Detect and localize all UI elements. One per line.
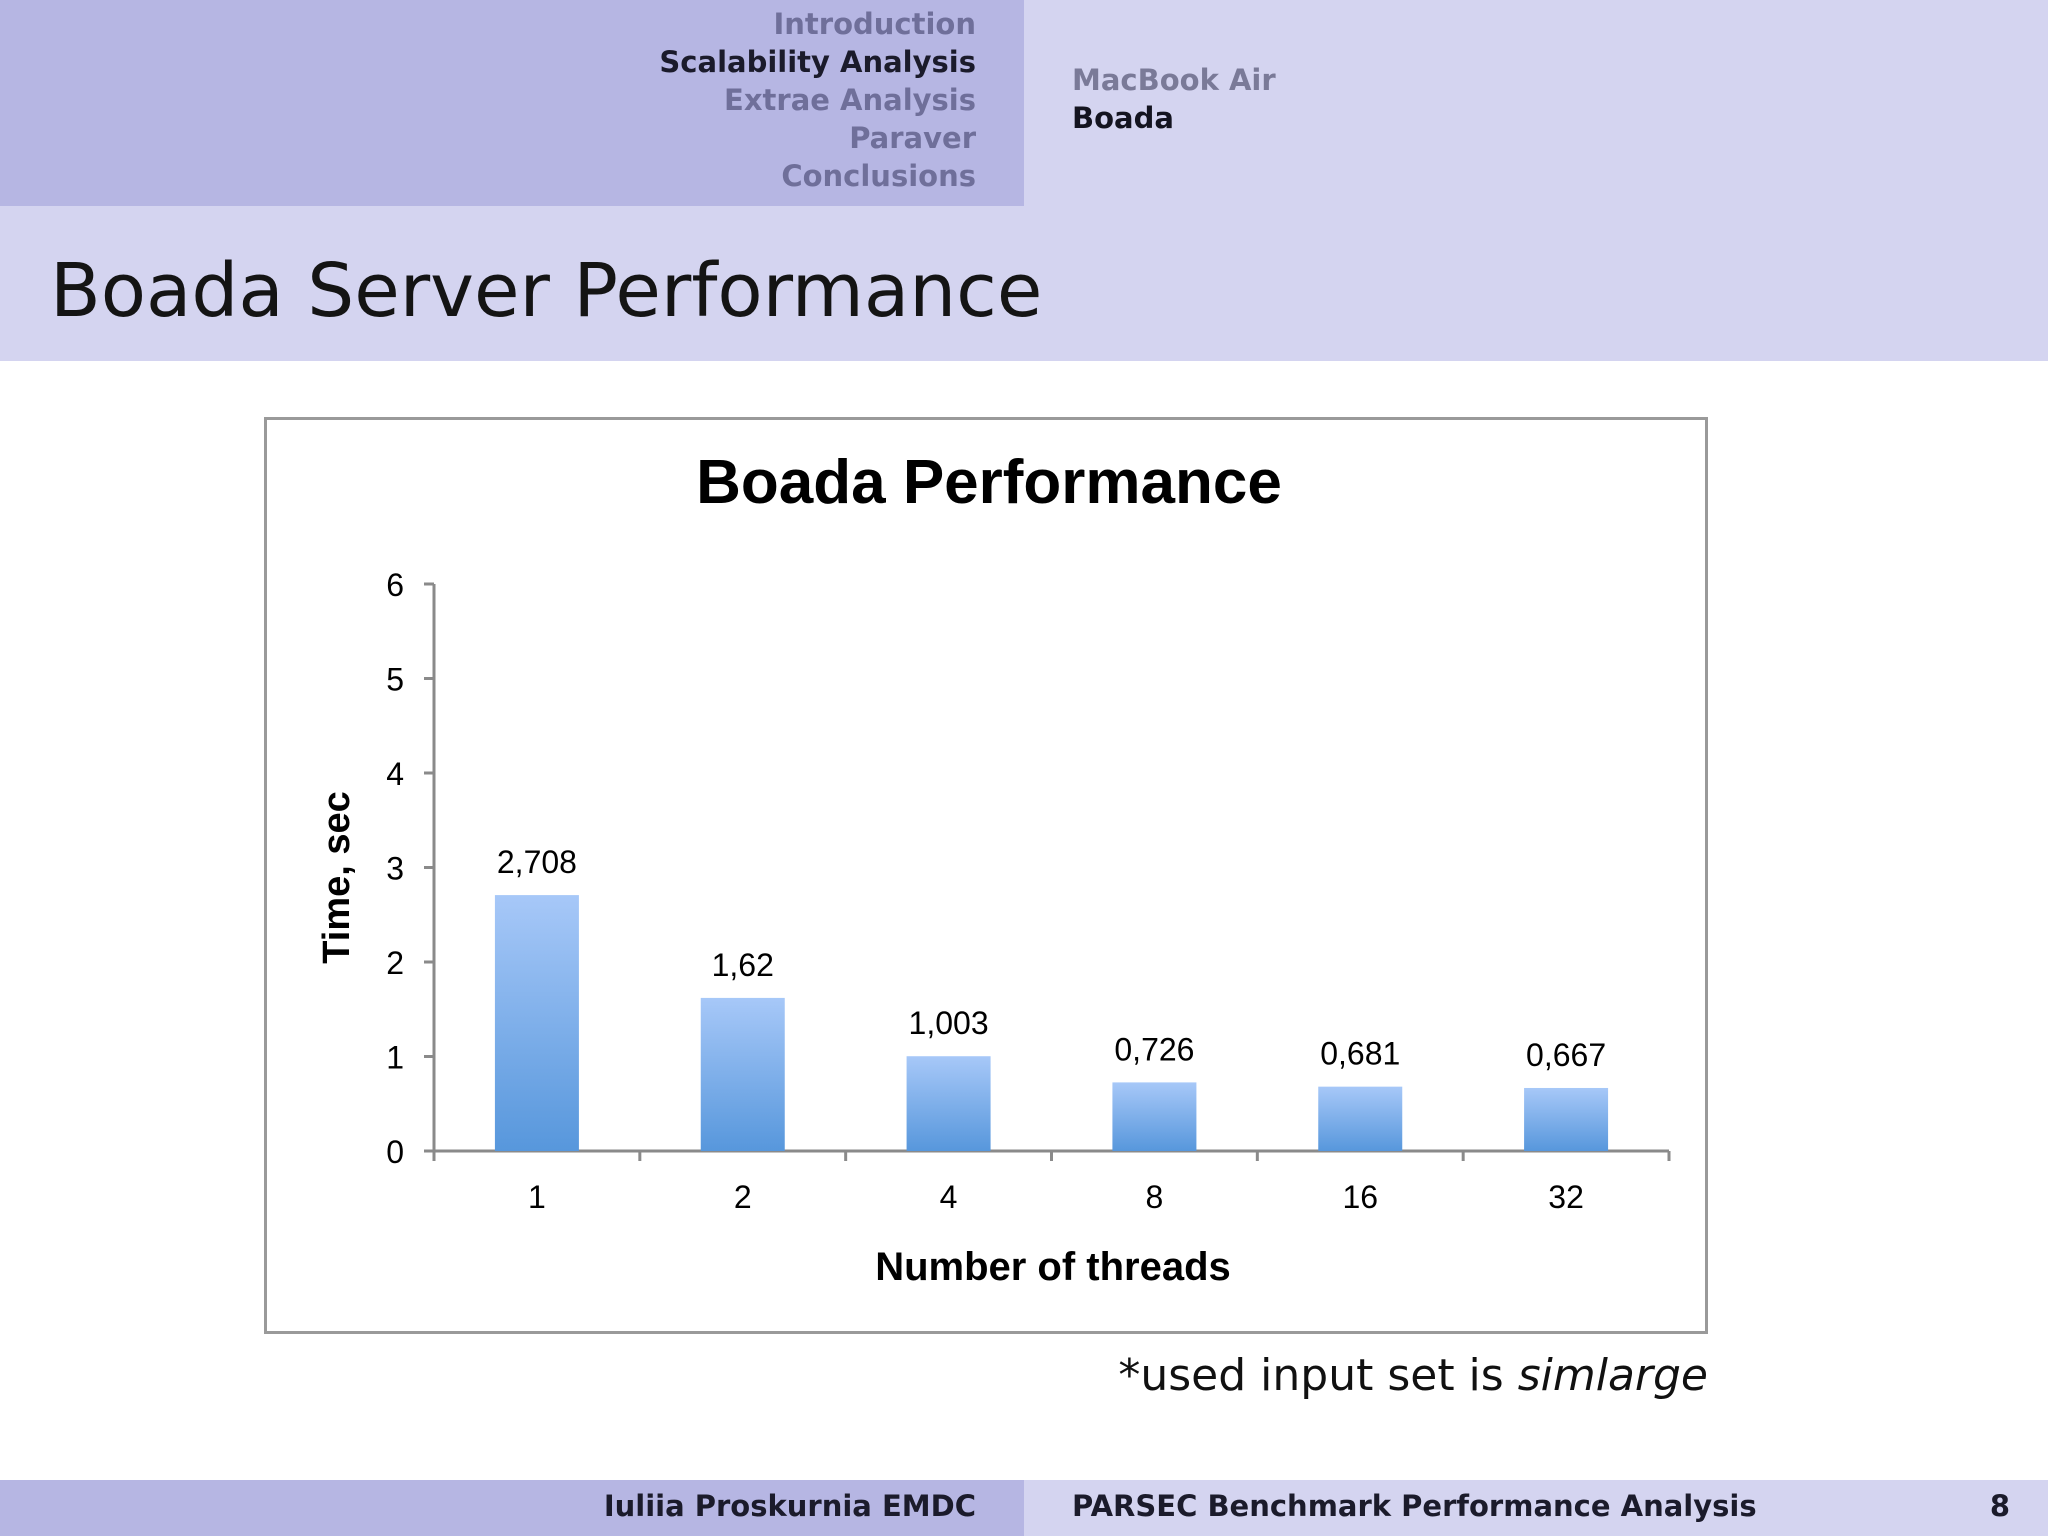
- bar-4: [907, 1056, 991, 1151]
- nav-section-4[interactable]: Conclusions: [781, 159, 976, 193]
- x-tick-label: 32: [1548, 1179, 1584, 1215]
- footer-presentation-title: PARSEC Benchmark Performance Analysis: [1072, 1489, 1757, 1523]
- bar-1: [495, 895, 579, 1151]
- footnote-text: *used input set is: [1118, 1350, 1518, 1401]
- x-tick-label: 16: [1342, 1179, 1379, 1215]
- footer-author-panel: [0, 1480, 1024, 1536]
- footer-page-number: 8: [1989, 1489, 2010, 1523]
- data-label: 1,62: [711, 946, 774, 983]
- bar-chart: [267, 420, 1705, 1331]
- nav-subsection-1[interactable]: Boada: [1072, 101, 1174, 135]
- y-tick-label: 5: [386, 661, 404, 698]
- data-label: 2,708: [496, 844, 577, 881]
- data-label: 0,667: [1526, 1036, 1607, 1073]
- y-tick-label: 0: [386, 1134, 404, 1170]
- x-tick-label: 1: [528, 1179, 546, 1215]
- footnote: [1118, 1350, 1708, 1401]
- bar-16: [1318, 1087, 1402, 1151]
- bar-32: [1524, 1088, 1608, 1151]
- nav-section-0[interactable]: Introduction: [773, 7, 976, 41]
- nav-subsections-panel: [1024, 0, 2048, 206]
- nav-section-1[interactable]: Scalability Analysis: [659, 45, 976, 79]
- data-label: 0,681: [1320, 1035, 1401, 1072]
- footer-title-panel: [1024, 1480, 2048, 1536]
- chart-title: Boada Performance: [696, 448, 1282, 517]
- nav-section-2[interactable]: Extrae Analysis: [724, 83, 976, 117]
- data-label: 0,726: [1114, 1031, 1195, 1068]
- y-tick-label: 6: [386, 567, 404, 603]
- chart-container: [264, 417, 1708, 1334]
- nav-section-3[interactable]: Paraver: [849, 121, 976, 155]
- x-tick-label: 2: [733, 1179, 752, 1215]
- frame-title: Boada Server Performance: [50, 248, 1043, 334]
- x-tick-label: 4: [939, 1179, 958, 1215]
- bar-2: [701, 998, 785, 1151]
- x-tick-label: 8: [1145, 1179, 1164, 1215]
- footnote-emphasis: simlarge: [1517, 1350, 1708, 1401]
- y-tick-label: 2: [386, 945, 404, 981]
- x-axis-title: Number of threads: [875, 1245, 1231, 1289]
- section-list: [659, 5, 976, 195]
- y-tick-label: 1: [386, 1039, 404, 1076]
- nav-subsection-0[interactable]: MacBook Air: [1072, 63, 1276, 97]
- footer-author: Iuliia Proskurnia EMDC: [603, 1489, 976, 1523]
- nav-sections-panel: [0, 0, 1024, 206]
- y-tick-label: 3: [386, 850, 404, 887]
- y-axis-title: Time, sec: [316, 791, 358, 964]
- y-tick-label: 4: [386, 756, 404, 792]
- data-label: 1,003: [908, 1005, 989, 1042]
- subsection-list: [1072, 61, 1276, 137]
- bar-8: [1112, 1082, 1196, 1151]
